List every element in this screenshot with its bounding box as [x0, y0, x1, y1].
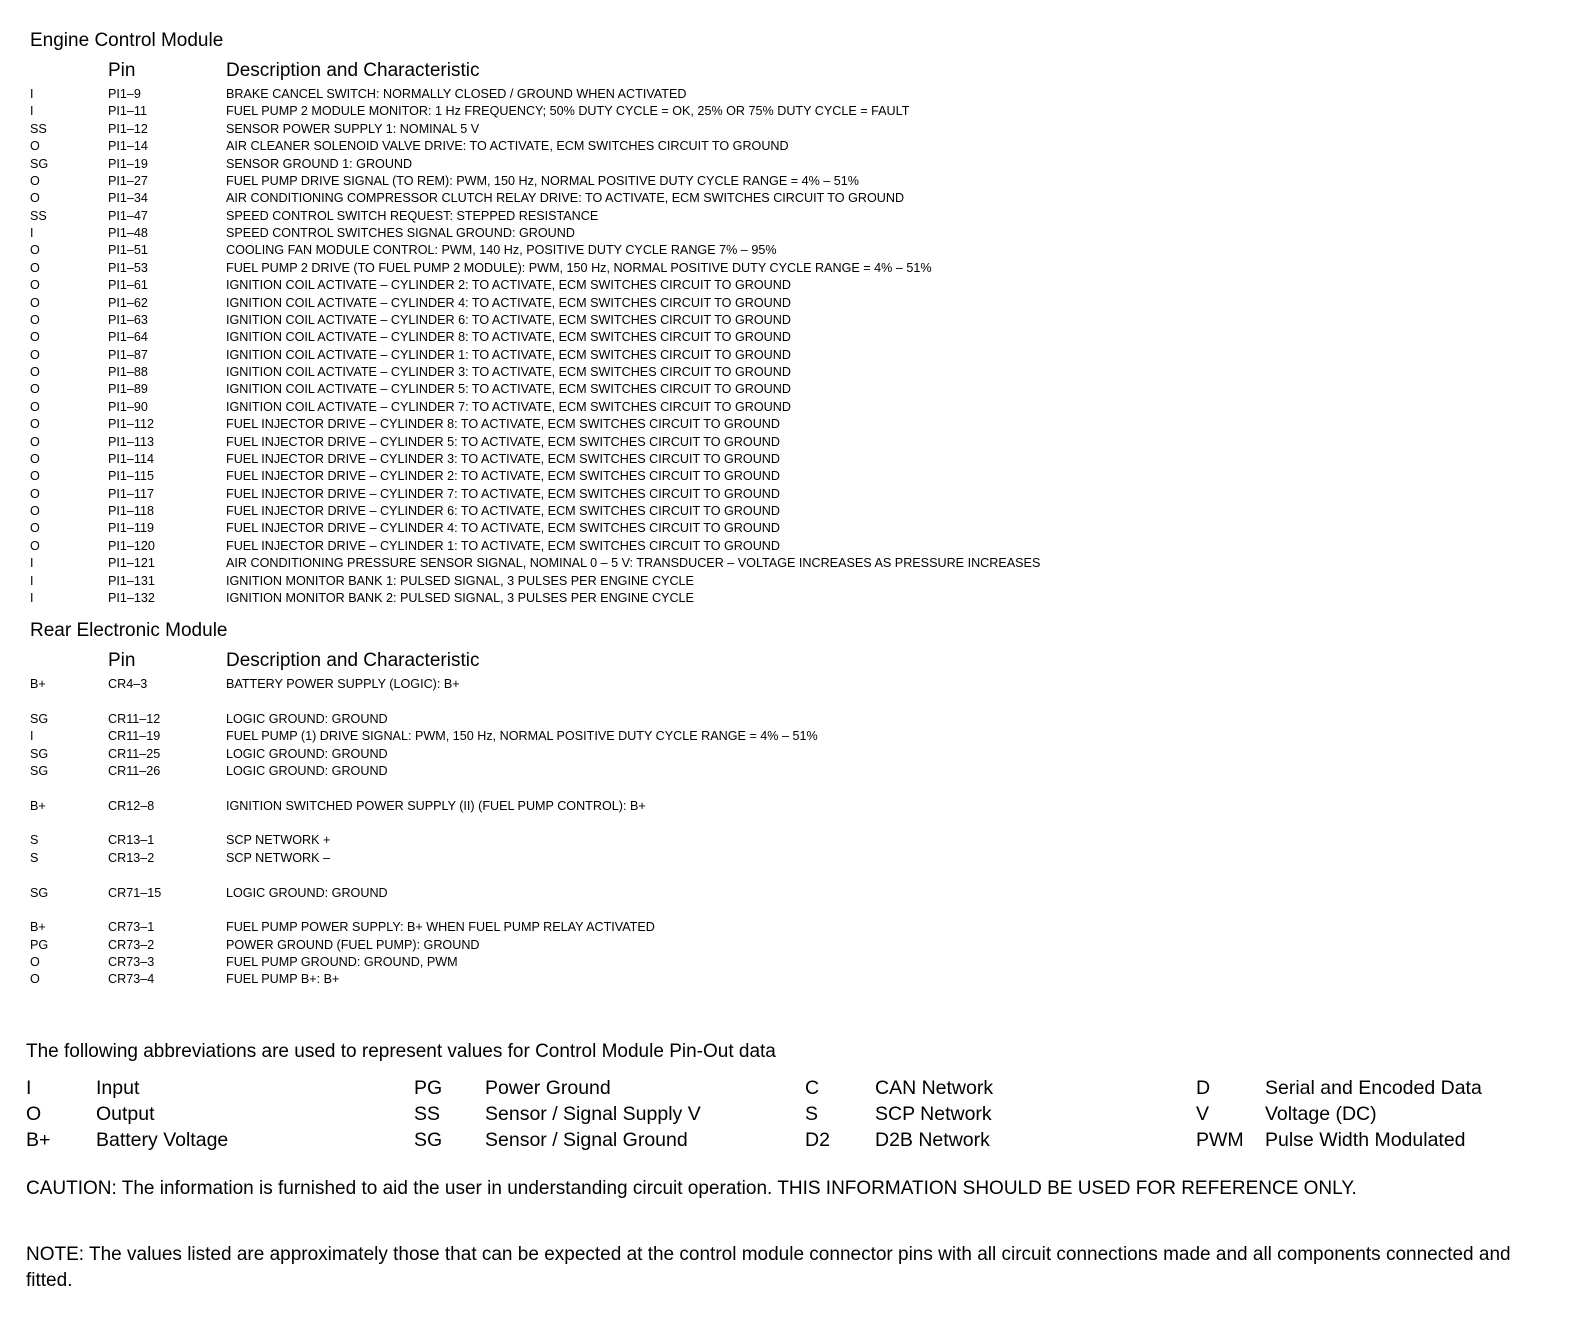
- caution-text: CAUTION: The information is furnished to aid the user in understanding circuit operation. THIS INFORMATION SHOULD BE USED FOR REFERENCE ONLY.: [26, 1178, 1357, 1199]
- pin-type: I: [30, 590, 34, 605]
- pin-id: PI1–117: [108, 486, 154, 501]
- pin-id: PI1–88: [108, 365, 148, 379]
- abbreviation-code: O: [26, 1103, 42, 1125]
- pin-description: IGNITION COIL ACTIVATE – CYLINDER 4: TO ACTIVATE, ECM SWITCHES CIRCUIT TO GROUND: [226, 295, 791, 310]
- ecm-desc-header: Description and Characteristic: [226, 60, 480, 81]
- rem-desc-header: Description and Characteristic: [226, 650, 480, 671]
- pin-id: PI1–121: [108, 556, 155, 571]
- pin-description: BATTERY POWER SUPPLY (LOGIC): B+: [226, 677, 460, 691]
- spacer-row: [0, 867, 1584, 884]
- pin-row: [0, 468, 1584, 485]
- pin-row: [0, 451, 1584, 468]
- pin-id: PI1–51: [108, 243, 148, 258]
- pin-type: O: [30, 417, 40, 432]
- pin-type: O: [30, 295, 40, 310]
- pin-id: PI1–64: [108, 330, 148, 345]
- pin-description: FUEL INJECTOR DRIVE – CYLINDER 5: TO ACTIVATE, ECM SWITCHES CIRCUIT TO GROUND: [226, 434, 780, 449]
- pin-row: [0, 573, 1584, 590]
- abbreviation-code: I: [26, 1077, 32, 1099]
- pin-row: [0, 208, 1584, 225]
- pin-id: PI1–89: [108, 382, 148, 397]
- pin-type: O: [30, 469, 40, 484]
- pin-description: FUEL PUMP GROUND: GROUND, PWM: [226, 955, 458, 969]
- pin-row: [0, 416, 1584, 433]
- pin-row: [0, 347, 1584, 364]
- pin-id: PI1–87: [108, 347, 148, 362]
- pin-type: SS: [30, 208, 47, 223]
- pin-row: [0, 103, 1584, 120]
- pin-id: CR71–15: [108, 885, 162, 900]
- pin-description: IGNITION COIL ACTIVATE – CYLINDER 3: TO ACTIVATE, ECM SWITCHES CIRCUIT TO GROUND: [226, 365, 791, 379]
- pin-row: [0, 711, 1584, 728]
- pin-description: LOGIC GROUND: GROUND: [226, 711, 388, 726]
- pin-row: [0, 503, 1584, 520]
- pin-row: [0, 746, 1584, 763]
- pin-type: SG: [30, 746, 49, 761]
- pin-row: [0, 832, 1584, 849]
- pin-type: B+: [30, 798, 46, 813]
- pin-description: FUEL PUMP (1) DRIVE SIGNAL: PWM, 150 Hz, NORMAL POSITIVE DUTY CYCLE RANGE = 4% – 51%: [226, 729, 818, 744]
- pin-description: FUEL PUMP B+: B+: [226, 972, 340, 987]
- pin-id: PI1–118: [108, 504, 154, 518]
- pin-description: IGNITION COIL ACTIVATE – CYLINDER 2: TO ACTIVATE, ECM SWITCHES CIRCUIT TO GROUND: [226, 278, 791, 293]
- pin-row: [0, 260, 1584, 277]
- pin-description: IGNITION MONITOR BANK 1: PULSED SIGNAL, 3 PULSES PER ENGINE CYCLE: [226, 573, 694, 588]
- abbreviation-meaning: Serial and Encoded Data: [1265, 1077, 1482, 1099]
- pin-type: B+: [30, 677, 46, 691]
- pin-description: SPEED CONTROL SWITCH REQUEST: STEPPED RESISTANCE: [226, 208, 599, 223]
- abbreviation-code: PG: [414, 1077, 443, 1099]
- abbreviation-code: C: [805, 1077, 820, 1099]
- abbreviation-meaning: Power Ground: [485, 1077, 611, 1099]
- pin-id: PI1–47: [108, 208, 148, 223]
- pin-description: SENSOR GROUND 1: GROUND: [226, 156, 413, 171]
- pin-id: PI1–115: [108, 469, 154, 484]
- pin-row: [0, 381, 1584, 398]
- pin-type: O: [30, 191, 40, 206]
- pin-type: O: [30, 504, 40, 518]
- pin-row: [0, 937, 1584, 954]
- pin-row: [0, 86, 1584, 103]
- pin-type: I: [30, 556, 34, 571]
- pin-type: SS: [30, 121, 47, 136]
- pin-type: O: [30, 521, 40, 536]
- pin-id: PI1–113: [108, 434, 154, 449]
- abbreviation-meaning: D2B Network: [875, 1129, 990, 1151]
- pin-type: O: [30, 278, 40, 293]
- pin-id: PI1–9: [108, 87, 141, 101]
- pin-type: I: [30, 87, 34, 101]
- abbreviation-meaning: Pulse Width Modulated: [1265, 1129, 1466, 1151]
- pin-description: IGNITION COIL ACTIVATE – CYLINDER 6: TO ACTIVATE, ECM SWITCHES CIRCUIT TO GROUND: [226, 312, 791, 327]
- pin-id: CR13–1: [108, 833, 155, 848]
- pin-type: O: [30, 382, 40, 397]
- spacer-row: [0, 902, 1584, 919]
- pin-row: [0, 312, 1584, 329]
- pin-description: SENSOR POWER SUPPLY 1: NOMINAL 5 V: [226, 121, 480, 136]
- pin-description: LOGIC GROUND: GROUND: [226, 746, 388, 761]
- abbreviation-code: B+: [26, 1129, 51, 1151]
- pin-id: PI1–62: [108, 295, 148, 310]
- pin-id: CR13–2: [108, 850, 155, 865]
- pin-id: PI1–19: [108, 156, 148, 171]
- pin-type: O: [30, 972, 40, 987]
- pin-row: [0, 399, 1584, 416]
- pin-row: [0, 225, 1584, 242]
- pin-description: LOGIC GROUND: GROUND: [226, 885, 388, 900]
- pin-id: PI1–12: [108, 121, 148, 136]
- pin-description: FUEL INJECTOR DRIVE – CYLINDER 2: TO ACTIVATE, ECM SWITCHES CIRCUIT TO GROUND: [226, 469, 780, 484]
- pin-id: PI1–14: [108, 139, 148, 154]
- pin-type: SG: [30, 885, 49, 900]
- abbreviation-meaning: Output: [96, 1103, 155, 1125]
- spacer-row: [0, 693, 1584, 710]
- pin-description: SCP NETWORK –: [226, 850, 331, 865]
- pin-row: [0, 555, 1584, 572]
- pin-description: FUEL PUMP 2 MODULE MONITOR: 1 Hz FREQUENCY; 50% DUTY CYCLE = OK, 25% OR 75% DUTY CYCLE = FAULT: [226, 104, 910, 119]
- pin-id: PI1–112: [108, 417, 154, 432]
- pin-type: S: [30, 833, 39, 848]
- pin-type: O: [30, 365, 40, 379]
- pin-description: FUEL PUMP DRIVE SIGNAL (TO REM): PWM, 150 Hz, NORMAL POSITIVE DUTY CYCLE RANGE = 4% – 51%: [226, 173, 859, 188]
- pin-id: CR12–8: [108, 798, 155, 813]
- pin-type: O: [30, 955, 40, 969]
- pin-description: POWER GROUND (FUEL PUMP): GROUND: [226, 937, 480, 952]
- pin-description: FUEL INJECTOR DRIVE – CYLINDER 3: TO ACTIVATE, ECM SWITCHES CIRCUIT TO GROUND: [226, 451, 780, 466]
- pin-type: O: [30, 330, 40, 345]
- pin-row: [0, 486, 1584, 503]
- ecm-section-title: Engine Control Module: [30, 30, 224, 51]
- pin-row: [0, 850, 1584, 867]
- pin-description: FUEL PUMP 2 DRIVE (TO FUEL PUMP 2 MODULE): PWM, 150 Hz, NORMAL POSITIVE DUTY CYCLE RANGE = 4% – 51%: [226, 260, 932, 275]
- pin-id: PI1–131: [108, 573, 155, 588]
- pin-row: [0, 173, 1584, 190]
- pin-description: IGNITION COIL ACTIVATE – CYLINDER 8: TO ACTIVATE, ECM SWITCHES CIRCUIT TO GROUND: [226, 330, 791, 345]
- pin-id: PI1–53: [108, 260, 148, 275]
- abbreviations-title: The following abbreviations are used to represent values for Control Module Pin-Out data: [26, 1041, 776, 1062]
- rem-section-title: Rear Electronic Module: [30, 620, 228, 641]
- pin-id: PI1–27: [108, 173, 148, 188]
- pin-id: CR73–1: [108, 920, 155, 935]
- pin-type: O: [30, 139, 40, 154]
- pin-row: [0, 242, 1584, 259]
- pin-description: IGNITION SWITCHED POWER SUPPLY (II) (FUEL PUMP CONTROL): B+: [226, 798, 646, 813]
- pin-type: O: [30, 486, 40, 501]
- pin-row: [0, 538, 1584, 555]
- rem-pin-header: Pin: [108, 650, 136, 671]
- abbreviation-meaning: Sensor / Signal Supply V: [485, 1103, 701, 1125]
- rem-pin-table: [0, 676, 1584, 989]
- abbreviation-code: SS: [414, 1103, 441, 1125]
- abbreviation-code: D: [1196, 1077, 1211, 1099]
- ecm-pin-header: Pin: [108, 60, 136, 81]
- pin-description: AIR CLEANER SOLENOID VALVE DRIVE: TO ACTIVATE, ECM SWITCHES CIRCUIT TO GROUND: [226, 139, 789, 154]
- abbreviation-code: V: [1196, 1103, 1210, 1125]
- pin-row: [0, 138, 1584, 155]
- spacer-row: [0, 815, 1584, 832]
- pin-row: [0, 728, 1584, 745]
- pin-description: FUEL INJECTOR DRIVE – CYLINDER 8: TO ACTIVATE, ECM SWITCHES CIRCUIT TO GROUND: [226, 417, 780, 432]
- pin-type: I: [30, 226, 34, 240]
- pin-description: AIR CONDITIONING PRESSURE SENSOR SIGNAL, NOMINAL 0 – 5 V: TRANSDUCER – VOLTAGE INCREASES AS PRESSURE INCREASES: [226, 556, 1041, 571]
- pin-row: [0, 676, 1584, 693]
- pin-type: I: [30, 104, 34, 119]
- pin-row: [0, 190, 1584, 207]
- pin-id: CR11–25: [108, 746, 161, 761]
- pin-id: PI1–114: [108, 451, 154, 466]
- abbreviation-code: S: [805, 1103, 819, 1125]
- pin-description: IGNITION COIL ACTIVATE – CYLINDER 1: TO ACTIVATE, ECM SWITCHES CIRCUIT TO GROUND: [226, 347, 791, 362]
- pin-id: CR11–12: [108, 711, 161, 726]
- abbreviation-meaning: CAN Network: [875, 1077, 994, 1099]
- pin-row: [0, 763, 1584, 780]
- pin-id: CR73–2: [108, 937, 155, 952]
- pin-id: PI1–119: [108, 521, 154, 536]
- pin-id: CR11–19: [108, 729, 161, 744]
- pin-row: [0, 277, 1584, 294]
- pin-type: I: [30, 573, 34, 588]
- pin-description: AIR CONDITIONING COMPRESSOR CLUTCH RELAY DRIVE: TO ACTIVATE, ECM SWITCHES CIRCUIT TO GROUND: [226, 191, 905, 206]
- pin-type: SG: [30, 711, 49, 726]
- pin-type: SG: [30, 763, 49, 778]
- pin-row: [0, 364, 1584, 381]
- pin-type: O: [30, 399, 40, 414]
- pin-row: [0, 295, 1584, 312]
- pin-row: [0, 954, 1584, 971]
- pin-type: B+: [30, 920, 46, 935]
- abbreviation-code: D2: [805, 1129, 830, 1151]
- abbreviation-code: SG: [414, 1129, 443, 1151]
- pin-description: FUEL PUMP POWER SUPPLY: B+ WHEN FUEL PUMP RELAY ACTIVATED: [226, 920, 655, 935]
- pin-type: O: [30, 312, 40, 327]
- pin-id: PI1–132: [108, 590, 155, 605]
- spacer-row: [0, 780, 1584, 797]
- pin-row: [0, 798, 1584, 815]
- pin-description: FUEL INJECTOR DRIVE – CYLINDER 6: TO ACTIVATE, ECM SWITCHES CIRCUIT TO GROUND: [226, 504, 780, 518]
- abbreviation-meaning: SCP Network: [875, 1103, 992, 1125]
- pin-id: PI1–63: [108, 312, 148, 327]
- pin-row: [0, 329, 1584, 346]
- pin-id: CR4–3: [108, 677, 148, 691]
- abbreviation-meaning: Battery Voltage: [96, 1129, 229, 1151]
- pin-type: O: [30, 260, 40, 275]
- pin-id: PI1–11: [108, 104, 147, 119]
- pin-description: IGNITION MONITOR BANK 2: PULSED SIGNAL, 3 PULSES PER ENGINE CYCLE: [226, 590, 694, 605]
- pin-description: FUEL INJECTOR DRIVE – CYLINDER 7: TO ACTIVATE, ECM SWITCHES CIRCUIT TO GROUND: [226, 486, 780, 501]
- pin-row: [0, 520, 1584, 537]
- pin-description: IGNITION COIL ACTIVATE – CYLINDER 5: TO ACTIVATE, ECM SWITCHES CIRCUIT TO GROUND: [226, 382, 791, 397]
- pin-type: O: [30, 451, 40, 466]
- pin-description: LOGIC GROUND: GROUND: [226, 763, 388, 778]
- pin-type: I: [30, 729, 34, 744]
- pin-row: [0, 121, 1584, 138]
- pin-id: PI1–48: [108, 226, 148, 240]
- pin-id: CR73–3: [108, 955, 155, 969]
- pin-type: O: [30, 538, 40, 553]
- pin-description: IGNITION COIL ACTIVATE – CYLINDER 7: TO ACTIVATE, ECM SWITCHES CIRCUIT TO GROUND: [226, 399, 791, 414]
- pin-type: O: [30, 434, 40, 449]
- pin-row: [0, 919, 1584, 936]
- abbreviation-meaning: Voltage (DC): [1265, 1103, 1377, 1125]
- pin-description: FUEL INJECTOR DRIVE – CYLINDER 1: TO ACTIVATE, ECM SWITCHES CIRCUIT TO GROUND: [226, 538, 780, 553]
- pin-row: [0, 434, 1584, 451]
- pin-id: PI1–34: [108, 191, 148, 206]
- pin-description: SCP NETWORK +: [226, 833, 331, 848]
- pin-type: PG: [30, 937, 49, 952]
- pin-type: O: [30, 347, 40, 362]
- pin-id: PI1–120: [108, 538, 155, 553]
- pin-row: [0, 156, 1584, 173]
- pin-id: CR73–4: [108, 972, 155, 987]
- pin-description: FUEL INJECTOR DRIVE – CYLINDER 4: TO ACTIVATE, ECM SWITCHES CIRCUIT TO GROUND: [226, 521, 780, 536]
- pin-row: [0, 971, 1584, 988]
- pin-id: PI1–90: [108, 399, 148, 414]
- note-text: NOTE: The values listed are approximately those that can be expected at the control module connector pins with all circuit connections made and all components connected and fitted.: [26, 1244, 1511, 1291]
- ecm-pin-table: [0, 86, 1584, 607]
- abbreviation-meaning: Input: [96, 1077, 140, 1099]
- pin-row: [0, 885, 1584, 902]
- pin-description: COOLING FAN MODULE CONTROL: PWM, 140 Hz, POSITIVE DUTY CYCLE RANGE 7% – 95%: [226, 243, 777, 258]
- pin-description: BRAKE CANCEL SWITCH: NORMALLY CLOSED / GROUND WHEN ACTIVATED: [226, 87, 687, 101]
- pin-type: SG: [30, 156, 49, 171]
- abbreviation-code: PWM: [1196, 1129, 1244, 1151]
- pin-type: O: [30, 173, 40, 188]
- pin-type: O: [30, 243, 40, 258]
- pin-row: [0, 590, 1584, 607]
- pin-description: SPEED CONTROL SWITCHES SIGNAL GROUND: GROUND: [226, 226, 575, 240]
- pin-type: S: [30, 850, 39, 865]
- pin-id: CR11–26: [108, 763, 161, 778]
- abbreviation-meaning: Sensor / Signal Ground: [485, 1129, 688, 1151]
- pin-id: PI1–61: [108, 278, 148, 293]
